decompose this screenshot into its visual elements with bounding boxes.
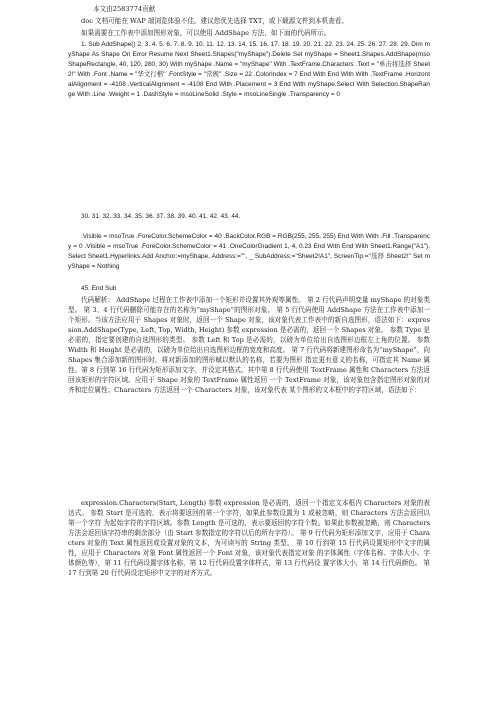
code-block-part2: 30. 31. 32. 33. 34. 35. 36. 37. 38. 39. 40. 41. 42. 43. 44. (81, 213, 241, 220)
doc-header-line: 本文由2583774贡献 (93, 5, 156, 13)
doc-intro: 如果需要在工作表中添加图形对象，可以使用 AddShape 方法，如下面的代码所示。 (81, 29, 331, 37)
doc-notice: doc 文档可能在 WAP 端浏览体验不佳。建议您优先选择 TXT，或下载源文件到本机查看。 (81, 17, 348, 25)
explanation-paragraph-2: expression.Characters(Start, Length) 参数 expression 是必需的，返回一个指定文本框内 Characters 对象的表达式。 参数 Start 是可选的，表示将要返回的第一个字符，如果此参数设置为 1 或被忽略，则 Characters 方法会返回以第一个字符 为起始字符的字符区域。参数 Length 是可选的，表示要返回的字符个数。如果此参数被忽略，则 Characters 方法会返回该字符串的剩余部分（由 Start 参数指定的字符以后的所有字符）。 第 9 行代码为矩形添加文字，应用于 Characters 对象的 Text 属性返回或设置对象的文本，为可读写的 String 类型。 第 10 行到第 15 行代码设置矩形中文字的属性，应用于 Characters 对象 Font 属性返回一个 Font 对象，该对象代表指定对象 的字体属性（字体名称、字体大小、字体颜色等），第 11 行代码设置字体名称，第 12 行代码设置字体样式，第 13 行代码设 置字体大小，第 14 行代码颜色。 第 17 行到第 20 行代码设定矩形中文字的对齐方式。 (68, 499, 430, 578)
code-block-end: 45. End Sub (81, 285, 117, 292)
code-block-part1: 1. Sub AddShape() 2. 3. 4. 5. 6. 7. 8. 9. 10. 11. 12. 13. 14. 15. 16. 17. 18. 19. 20. 21. 22. 23. 24. 25. 26. 27. 28. 29. Dim myShape As Shape On Error Resume Next Sheet1.Shapes("myShape").Delete Set myShape = Sheet1.Shapes.AddShape(msoShapeRectangle, 40, 120, 280, 30) With myShape .Name = "myShape" With .TextFrame.Characters .Text = "单击将选择 Sheet2!" With .Font .Name = "华文行楷" .FontStyle = "常规" .Size = 22 .ColorIndex = 7 End With End With With .TextFrame .HorizontalAlignment = -4108 .VerticalAlignment = -4108 End With .Placement = 3 End With myShape.Select With Selection.ShapeRange With .Line .Weight = 1 .DashStyle = msoLineSolid .Style = msoLineSingle .Transparency = 0 (68, 41, 430, 99)
explanation-paragraph-1: 代码解析： AddShape 过程在工作表中添加一个矩形并设置其外观等属性。 第 2 行代码声明变量 myShape 的对象类型。 第 3、4 行代码删除可能存在的名称为“myShape”的图形对象。 第 5 行代码使用 AddShape 方法在工作表中添加一个矩形。当该方法应用于 Shapes 对象时，返回一个 Shape 对象，该对象代表工作表中的新自选图形，语法如下：expression.AddShape(Type, Left, Top, Width, Height) 参数 expression 是必需的，返回一个 Shapes 对象。 参数 Type 是必需的，指定要创建的自选图形的类型。 参数 Left 和 Top 是必需的，以磅为单位给出自选图形边框左上角的位置。 参数 Width 和 Height 是必需的，以磅为单位给出自选图形边框的宽度和高度。 第 7 行代码将新建图形命名为“myShape”，向 Shapes 集合添加新的图形时，将对新添加的图形赋以默认的名称，若要为图形 指定更有意义的名称，可指定其 Name 属性。第 8 行到第 16 行代码为矩形添加文字，并设定其格式。其中第 8 行代码使用 TextFrame 属性和 Characters 方法返回该矩形的字符区域。应用于 Shape 对象的 TextFrame 属性返回 一个 TextFrame 对象，该对象包含指定图形对象的对齐和定位属性；Characters 方法返回一个 Characters 对象，该对象代表 某个图形的文本框中的字符区域，语法如下： (68, 296, 430, 395)
code-block-part3: .Visible = msoTrue .ForeColor.SchemeColor = 40 .BackColor.RGB = RGB(255, 255, 255) End With With .Fill .Transparency = 0 .Visible = msoTrue .ForeColor.SchemeColor = 41 .OneColorGradient 1, 4, 0.23 End With End With Sheet1.Range("A1").Select Sheet1.Hyperlinks.Add Anchor:=myShape, Address:="", _ SubAddress:="Sheet2!A1", ScreenTip:="选择 Sheet2!" Set myShape = Nothing (68, 233, 430, 271)
